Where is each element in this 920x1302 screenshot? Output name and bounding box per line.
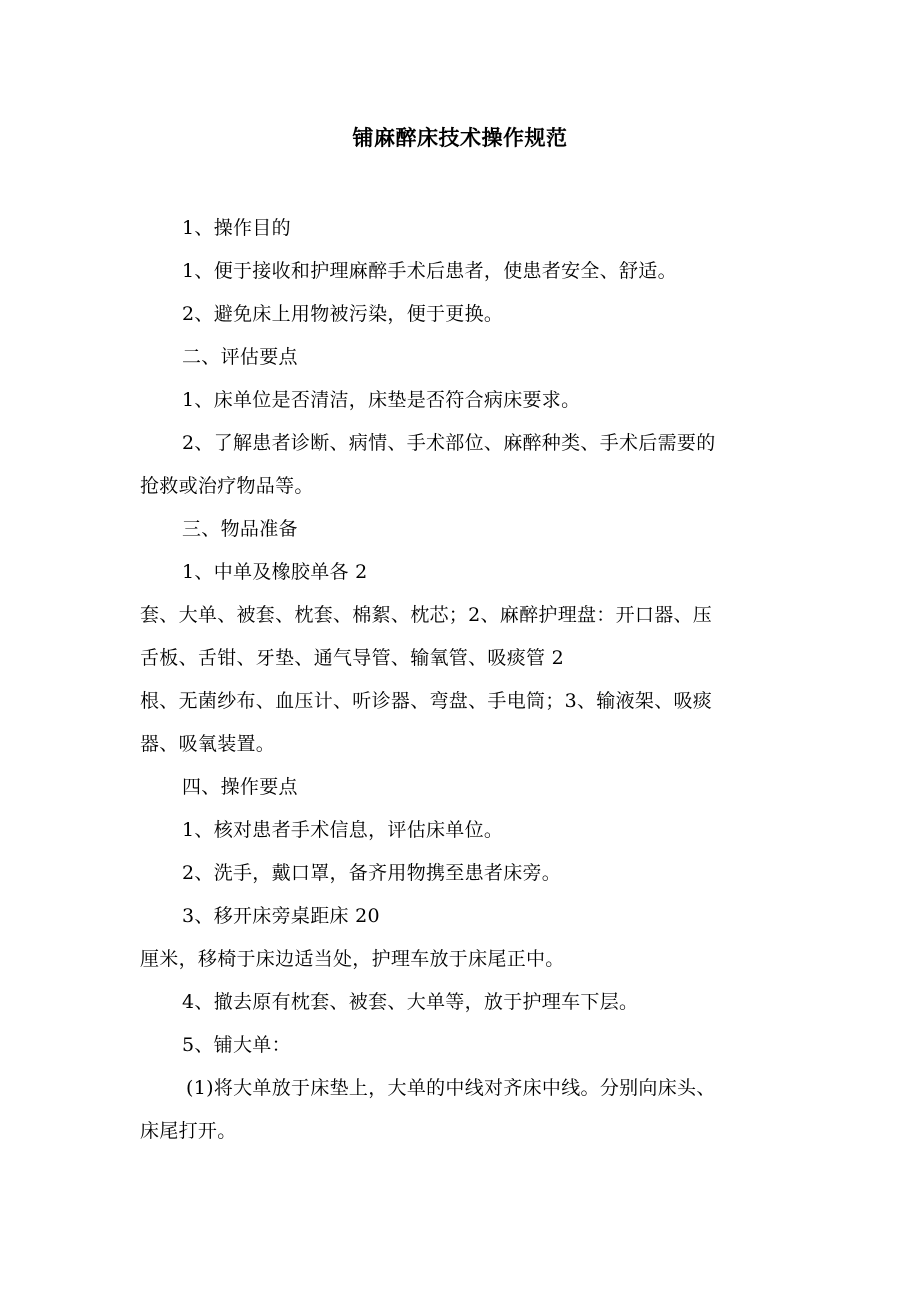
paragraph-line: 5、铺大单： <box>182 1034 291 1056</box>
section-heading-operation: 四、操作要点 <box>182 776 298 798</box>
paragraph-line: 2、了解患者诊断、病情、手术部位、麻醉种类、手术后需要的 <box>182 432 716 454</box>
section-heading-purpose: 1、操作目的 <box>182 217 291 239</box>
paragraph-line: 套、大单、被套、枕套、棉絮、枕芯；2、麻醉护理盘：开口器、压 <box>140 604 713 626</box>
paragraph-line: 舌板、舌钳、牙垫、通气导管、输氧管、吸痰管 2 <box>140 647 565 669</box>
paragraph-line: 1、便于接收和护理麻醉手术后患者，使患者安全、舒适。 <box>182 260 677 282</box>
paragraph-line: 2、避免床上用物被污染，便于更换。 <box>182 303 504 325</box>
paragraph-line: 1、核对患者手术信息，评估床单位。 <box>182 819 504 841</box>
paragraph-line: 根、无菌纱布、血压计、听诊器、弯盘、手电筒；3、输液架、吸痰 <box>140 690 713 712</box>
section-heading-supplies: 三、物品准备 <box>182 518 298 540</box>
paragraph-line: (1)将大单放于床垫上，大单的中线对齐床中线。分别向床头、 <box>186 1077 716 1099</box>
section-heading-assessment: 二、评估要点 <box>182 346 298 368</box>
paragraph-line: 4、撤去原有枕套、被套、大单等，放于护理车下层。 <box>182 991 639 1013</box>
paragraph-line: 1、床单位是否清洁，床垫是否符合病床要求。 <box>182 389 581 411</box>
paragraph-line: 厘米，移椅于床边适当处，护理车放于床尾正中。 <box>140 948 565 970</box>
document-title: 铺麻醉床技术操作规范 <box>352 125 568 150</box>
paragraph-line: 器、吸氧装置。 <box>140 733 276 755</box>
paragraph-line: 1、中单及橡胶单各 2 <box>182 561 368 583</box>
paragraph-line: 床尾打开。 <box>140 1120 237 1142</box>
paragraph-line: 抢救或治疗物品等。 <box>140 475 314 497</box>
paragraph-line: 2、洗手，戴口罩，备齐用物携至患者床旁。 <box>182 862 562 884</box>
document-body <box>140 207 782 1153</box>
paragraph-line: 3、移开床旁桌距床 20 <box>182 905 380 927</box>
